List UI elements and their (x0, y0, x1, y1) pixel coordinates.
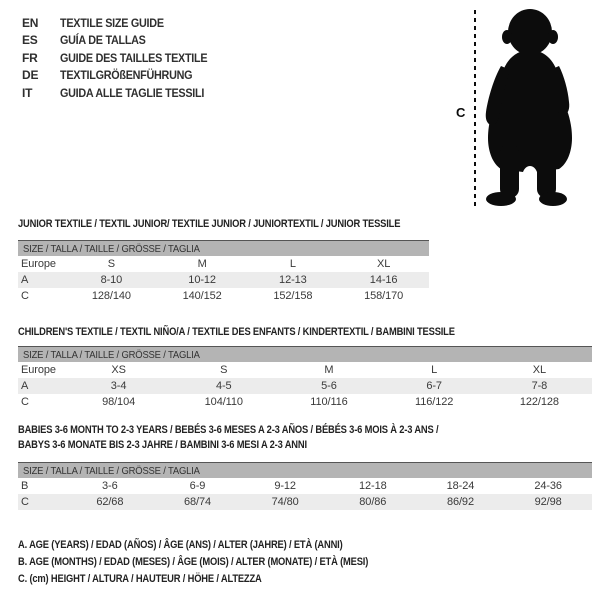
language-title-block (22, 14, 224, 102)
language-code: EN (22, 15, 39, 30)
table-row (18, 272, 429, 288)
size-bar-row (18, 347, 592, 363)
footnotes-block (18, 536, 430, 588)
language-code: FR (22, 50, 38, 65)
language-code: DE (22, 68, 39, 83)
table-cell: 158/170 (364, 290, 404, 302)
table-cell: XL (376, 258, 391, 270)
language-row-it (22, 84, 224, 102)
table-cell: 14-16 (338, 272, 429, 288)
table-cell: 104/110 (204, 396, 243, 408)
table-row (18, 362, 592, 378)
language-row-de (22, 67, 224, 85)
table-cell: 122/128 (519, 396, 559, 408)
children-section-heading: CHILDREN'S TEXTILE / TEXTIL NIÑO/A / TEXTILE DES ENFANTS / KINDERTEXTIL / BAMBINI TESSILE (18, 326, 455, 338)
table-cell: 98/104 (102, 396, 136, 408)
table-cell: 12-18 (358, 480, 387, 492)
size-bar: SIZE / TALLA / TAILLE / GRÖSSE / TAGLIA (18, 463, 592, 479)
table-cell: 116/122 (415, 396, 454, 408)
table-cell: 8-10 (66, 272, 157, 288)
row-label: C (18, 494, 66, 510)
language-row-fr (22, 49, 224, 67)
row-label: Europe (21, 364, 56, 376)
table-cell: 6-7 (382, 378, 487, 394)
table-cell: 80/86 (329, 494, 417, 510)
table-row (18, 494, 592, 510)
language-label: GUIDA ALLE TAGLIE TESSILI (60, 85, 205, 100)
table-cell: 3-4 (66, 378, 171, 394)
children-size-table (18, 346, 592, 410)
height-measure-line (474, 10, 476, 207)
language-label: TEXTILE SIZE GUIDE (60, 15, 164, 30)
language-row-es (22, 32, 224, 50)
table-cell: 110/116 (310, 396, 348, 408)
language-label: GUIDE DES TAILLES TEXTILE (60, 50, 208, 65)
row-label: B (21, 480, 29, 492)
table-cell: 62/68 (66, 494, 154, 510)
row-label: Europe (21, 258, 56, 270)
table-cell: 9-12 (274, 480, 296, 492)
table-row (18, 256, 429, 272)
language-label: TEXTILGRÖßENFÜHRUNG (60, 68, 193, 83)
row-label: A (18, 378, 66, 394)
table-cell: 152/158 (273, 290, 313, 302)
height-measure-label: C (456, 105, 466, 120)
table-cell: M (197, 258, 207, 270)
junior-size-table (18, 240, 429, 304)
table-cell: 18-24 (446, 480, 475, 492)
table-row (18, 394, 592, 410)
row-label: C (21, 396, 29, 408)
junior-section-heading: JUNIOR TEXTILE / TEXTIL JUNIOR/ TEXTILE JUNIOR / JUNIORTEXTIL / JUNIOR TESSILE (18, 218, 401, 230)
table-cell: 12-13 (248, 272, 339, 288)
table-cell: 3-6 (102, 480, 118, 492)
size-bar: SIZE / TALLA / TAILLE / GRÖSSE / TAGLIA (18, 241, 429, 257)
babies-section-heading (18, 423, 438, 453)
babies-heading-line1: BABIES 3-6 MONTH TO 2-3 YEARS / BEBÉS 3-6 MESES A 2-3 AÑOS / BÉBÉS 3-6 MOIS À 2-3 ANS / (18, 424, 439, 436)
footnote-a: A. AGE (YEARS) / EDAD (AÑOS) / ÂGE (ANS) / ALTER (JAHRE) / ETÀ (ANNI) (18, 538, 343, 551)
table-cell: 92/98 (504, 494, 592, 510)
language-row-en (22, 14, 224, 32)
size-bar-row (18, 463, 592, 479)
size-bar-row (18, 241, 429, 257)
table-cell: 74/80 (241, 494, 329, 510)
table-cell: L (431, 364, 438, 376)
table-cell: 86/92 (417, 494, 505, 510)
table-cell: M (324, 364, 334, 376)
table-cell: 24-36 (534, 480, 562, 492)
table-cell: XL (532, 364, 546, 376)
language-code: ES (22, 33, 38, 48)
table-cell: 5-6 (276, 378, 381, 394)
table-cell: 4-5 (171, 378, 276, 394)
footnote-c: C. (cm) HEIGHT / ALTURA / HAUTEUR / HÖHE / ALTEZZA (18, 572, 262, 585)
table-cell: L (289, 258, 296, 270)
table-cell: 10-12 (157, 272, 248, 288)
table-cell: S (220, 364, 228, 376)
row-label: C (21, 290, 29, 302)
table-cell: 128/140 (91, 290, 131, 302)
language-label: GUÍA DE TALLAS (60, 33, 146, 48)
babies-heading-line2: BABYS 3-6 MONATE BIS 2-3 JAHRE / BAMBINI 3-6 MESI A 2-3 ANNI (18, 439, 307, 451)
table-cell: XS (111, 364, 126, 376)
row-label: A (18, 272, 66, 288)
baby-silhouette-icon (483, 6, 575, 208)
footnote-b: B. AGE (MONTHS) / EDAD (MESES) / ÂGE (MOIS) / ALTER (MONATE) / ETÀ (MESI) (18, 555, 369, 568)
table-cell: 6-9 (189, 480, 206, 492)
table-row (18, 478, 592, 494)
table-row (18, 288, 429, 304)
table-cell: 7-8 (487, 378, 592, 394)
size-bar: SIZE / TALLA / TAILLE / GRÖSSE / TAGLIA (18, 347, 592, 363)
table-cell: S (107, 258, 115, 270)
babies-size-table (18, 462, 592, 510)
table-cell: 68/74 (154, 494, 242, 510)
language-code: IT (22, 85, 33, 100)
table-cell: 140/152 (182, 290, 222, 302)
table-row (18, 378, 592, 394)
